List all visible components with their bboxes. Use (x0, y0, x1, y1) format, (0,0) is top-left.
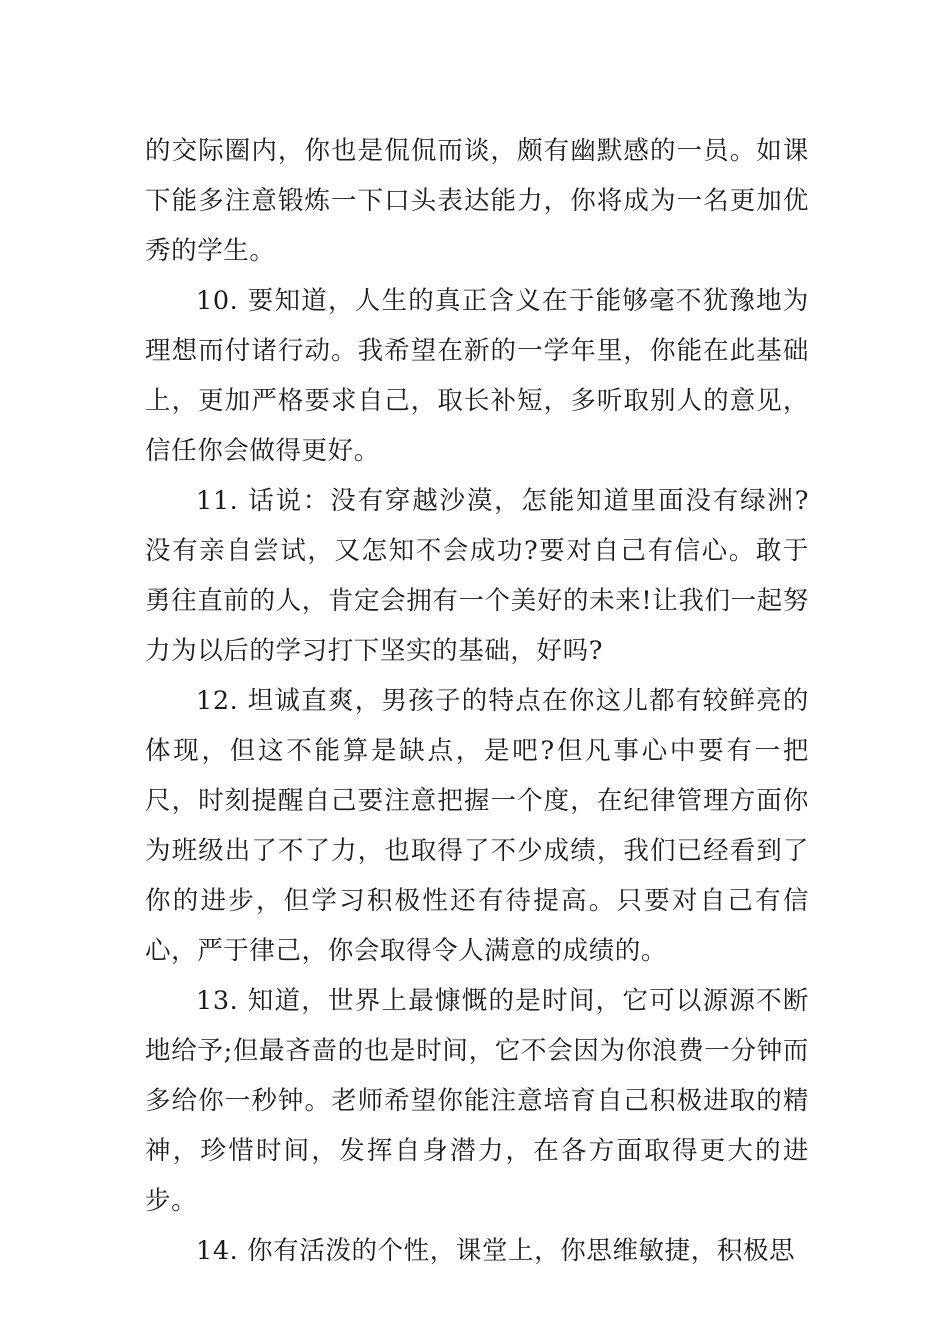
document-body (145, 126, 809, 1276)
paragraph-comment-10: 10. 要知道，人生的真正含义在于能够毫不犹豫地为理想而付诸行动。我希望在新的一学年里，你能在此基础上，更加严格要求自己，取长补短，多听取别人的意见，信任你会做得更好。 (145, 286, 809, 466)
paragraph-comment-11: 11. 话说：没有穿越沙漠，怎能知道里面没有绿洲?没有亲自尝试，又怎知不会成功?要对自己有信心。敢于勇往直前的人，肯定会拥有一个美好的未来!让我们一起努力为以后的学习打下坚实的基础，好吗? (145, 486, 809, 666)
paragraph-comment-13: 13. 知道，世界上最慷慨的是时间，它可以源源不断地给予;但最吝啬的也是时间，它不会因为你浪费一分钟而多给你一秒钟。老师希望你能注意培育自己积极进取的精神，珍惜时间，发挥自身潜力，在各方面取得更大的进步。 (145, 986, 809, 1216)
paragraph-comment-14: 14. 你有活泼的个性，课堂上，你思维敏捷，积极思 (196, 1236, 796, 1266)
paragraph-comment-12: 12. 坦诚直爽，男孩子的特点在你这儿都有较鲜亮的体现，但这不能算是缺点，是吧?但凡事心中要有一把尺，时刻提醒自己要注意把握一个度，在纪律管理方面你为班级出了不了力，也取得了不少成绩，我们已经看到了你的进步，但学习积极性还有待提高。只要对自己有信心，严于律己，你会取得令人满意的成绩的。 (145, 686, 809, 966)
paragraph-continuation: 的交际圈内，你也是侃侃而谈，颇有幽默感的一员。如课下能多注意锻炼一下口头表达能力，你将成为一名更加优秀的学生。 (145, 136, 809, 266)
